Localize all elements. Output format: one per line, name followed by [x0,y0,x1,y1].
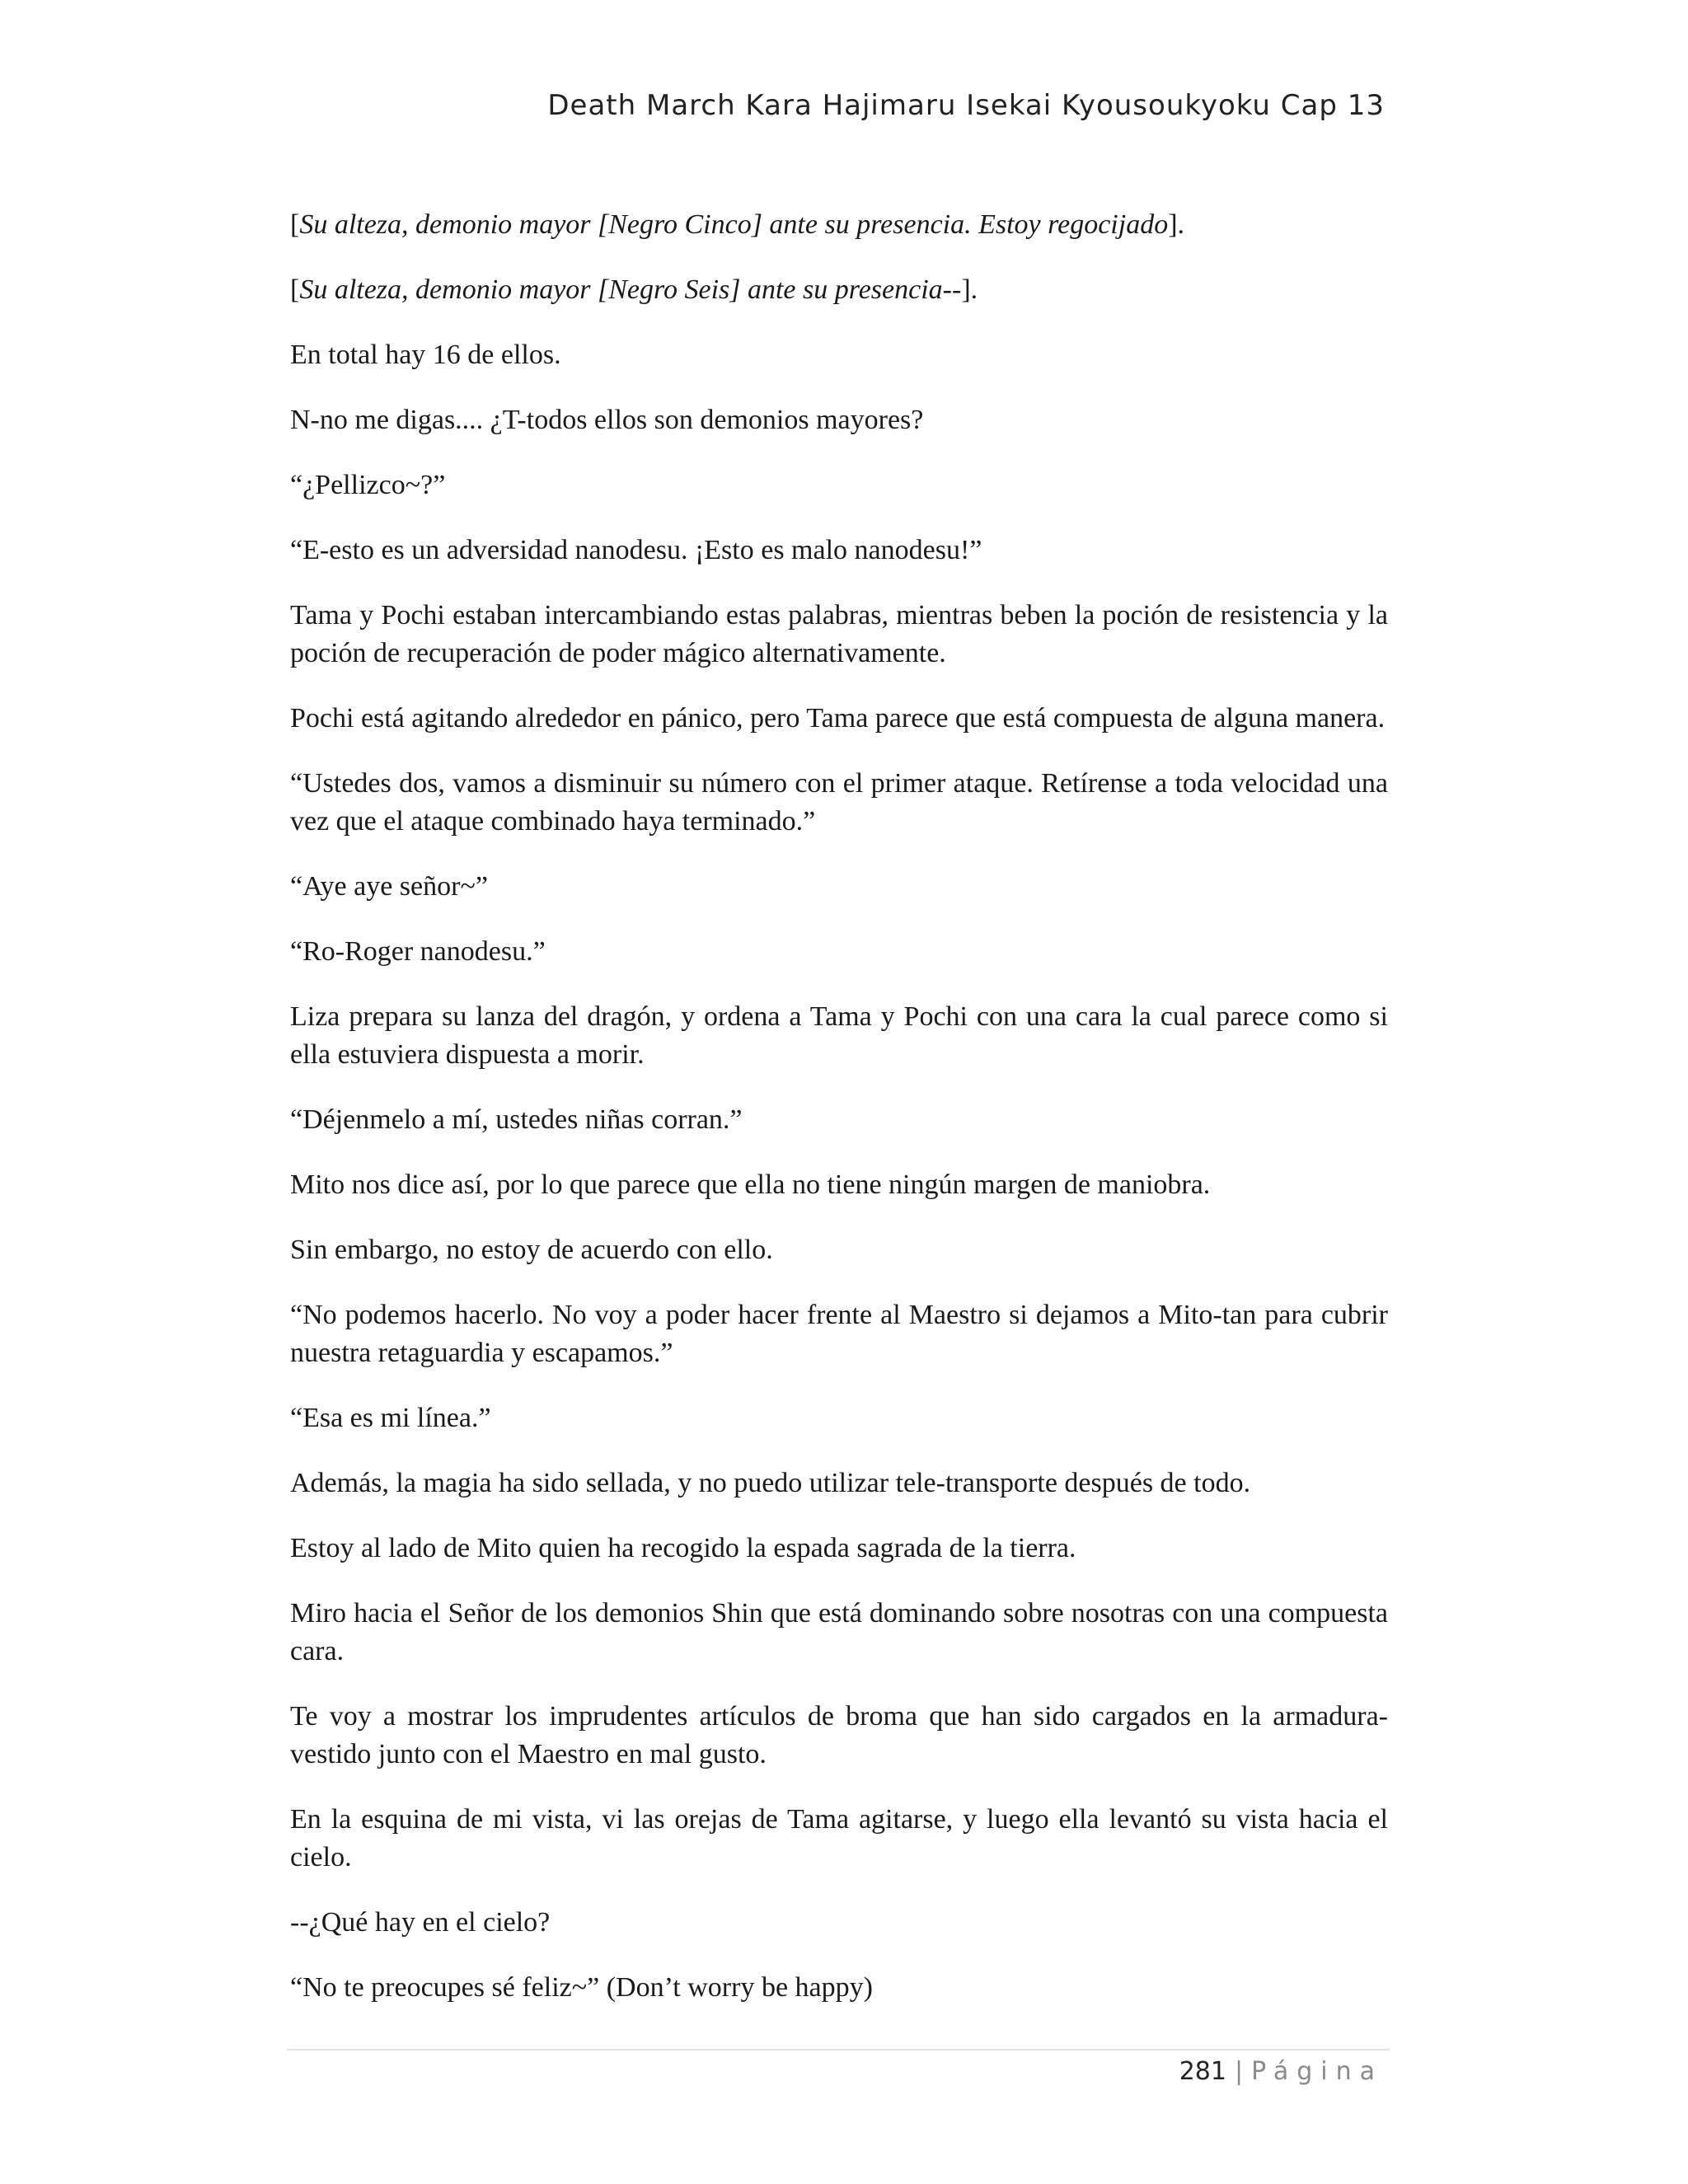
paragraph-14: Mito nos dice así, por lo que parece que ella no tiene ningún margen de maniobra. [290,1169,1211,1200]
paragraph-20: Miro hacia el Señor de los demonios Shin que está dominando sobre nosotras con una compuesta cara. [290,1598,1388,1666]
page-number: 281 [1179,2057,1226,2086]
paragraph-17: “Esa es mi línea.” [290,1403,491,1433]
body-text [290,206,1388,2034]
paragraph-4: N-no me digas.... ¿T-todos ellos son demonios mayores? [290,405,924,435]
paragraph-16: “No podemos hacerlo. No voy a poder hacer frente al Maestro si dejamos a Mito-tan para cubrir nuestra retaguardia y escapamos.” [290,1300,1388,1368]
paragraph-11: “Ro-Roger nanodesu.” [290,936,546,967]
page-footer [1179,2057,1383,2086]
paragraph-3: En total hay 16 de ellos. [290,340,561,370]
page-label: Página [1251,2057,1383,2086]
paragraph-18: Además, la magia ha sido sellada, y no puedo utilizar tele-transporte después de todo. [290,1468,1251,1498]
paragraph-5: “¿Pellizco~?” [290,470,446,500]
paragraph-15: Sin embargo, no estoy de acuerdo con ello. [290,1235,773,1265]
paragraph-10: “Aye aye señor~” [290,871,488,902]
paragraph-2: [Su alteza, demonio mayor [Negro Seis] ante su presencia--]. [290,274,978,305]
footer-divider [287,2049,1390,2050]
paragraph-7: Tama y Pochi estaban intercambiando estas palabras, mientras beben la poción de resistencia y la poción de recuperación de poder mágico alternativamente. [290,600,1388,668]
paragraph-21: Te voy a mostrar los imprudentes artículos de broma que han sido cargados en la armadura-vestido junto con el Maestro en mal gusto. [290,1701,1388,1769]
paragraph-13: “Déjenmelo a mí, ustedes niñas corran.” [290,1104,743,1135]
paragraph-12: Liza prepara su lanza del dragón, y ordena a Tama y Pochi con una cara la cual parece como si ella estuviera dispuesta a morir. [290,1001,1388,1070]
paragraph-1: [Su alteza, demonio mayor [Negro Cinco] ante su presencia. Estoy regocijado]. [290,209,1185,240]
paragraph-9: “Ustedes dos, vamos a disminuir su número con el primer ataque. Retírense a toda velocidad una vez que el ataque combinado haya terminado.” [290,768,1388,837]
paragraph-22: En la esquina de mi vista, vi las orejas de Tama agitarse, y luego ella levantó su vista hacia el cielo. [290,1804,1388,1872]
footer-separator: | [1234,2057,1244,2086]
paragraph-6: “E-esto es un adversidad nanodesu. ¡Esto es malo nanodesu!” [290,535,982,565]
paragraph-8: Pochi está agitando alrededor en pánico, pero Tama parece que está compuesta de alguna manera. [290,703,1386,733]
running-header: Death March Kara Hajimaru Isekai Kyousoukyoku Cap 13 [547,89,1385,122]
paragraph-23: --¿Qué hay en el cielo? [290,1907,551,1938]
paragraph-19: Estoy al lado de Mito quien ha recogido la espada sagrada de la tierra. [290,1533,1076,1563]
paragraph-24: “No te preocupes sé feliz~” (Don’t worry be happy) [290,1972,873,2003]
